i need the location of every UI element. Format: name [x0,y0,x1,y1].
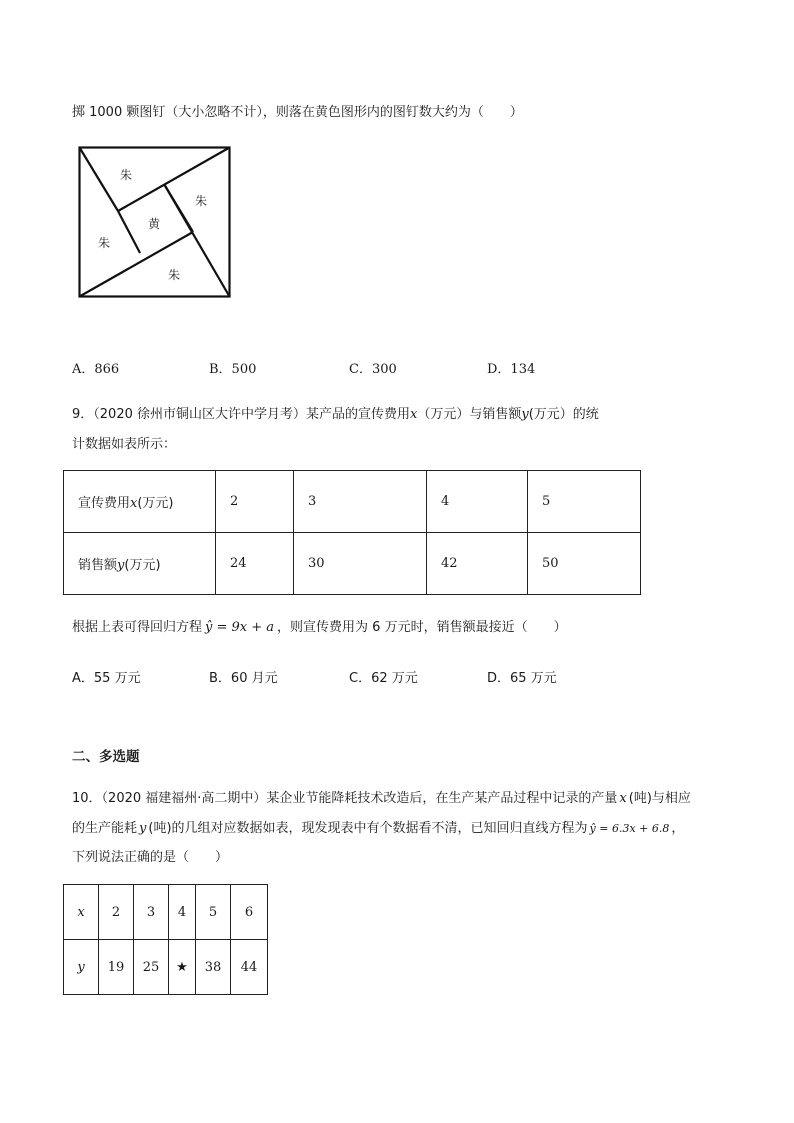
q9-stem-line1 [72,403,599,422]
q9-data-table [63,470,641,595]
table-cell: 25 [134,940,169,995]
table-cell: 24 [216,533,294,595]
q8-stem: 掷 1000 颗图钉（大小忽略不计），则落在黄色图形内的图钉数大约为（ ） [72,105,523,120]
table-row-header: y [64,940,99,995]
table-cell: 2 [216,471,294,533]
q9-option-a[interactable]: A．55 万元 [72,671,141,686]
q9-option-b[interactable]: B．60 月元 [209,671,278,686]
table-cell: 4 [169,885,196,940]
table-cell: 38 [196,940,231,995]
figure-line-4 [80,232,194,297]
figure-label-zhu-bottom: 朱 [168,268,181,282]
q10-stem-line1: 10．（2020 福建福州·高二期中）某企业节能降耗技术改造后，在生产某产品过程中记录的产量 x (吨)与相应 [72,791,691,806]
q8-option-b[interactable]: B．500 [209,362,257,377]
q9-var-x: x [410,407,418,422]
table-cell: 6 [231,885,268,940]
figure-label-zhu-right: 朱 [195,194,208,208]
table-cell: 4 [427,471,528,533]
q9-stem-line2: 计数据如表所示： [72,437,177,452]
table-cell: 30 [294,533,427,595]
table-row [64,885,268,940]
q10-stem-line2: 的生产能耗 y (吨)的几组对应数据如表，现发现表中有个数据看不清，已知回归直线方程为 ŷ = 6.3x + 6.8 ， [72,821,685,836]
q8-option-a[interactable]: A．866 [72,362,120,377]
table-cell: 19 [99,940,134,995]
q9-followup: 根据上表可得回归方程 ŷ = 9x + a ，则宣传费用为 6 万元时，销售额最接近（ ） [72,620,567,635]
q10-stem-line3: 下列说法正确的是（ ） [72,850,229,865]
table-cell: 3 [134,885,169,940]
table-cell: 5 [528,471,641,533]
table-row [64,471,641,533]
figure-line-5 [118,211,140,253]
table-cell: 5 [196,885,231,940]
table-row [64,940,268,995]
figure-line-1 [80,148,119,212]
q9-stem-part-a: 9．（2020 徐州市铜山区大许中学月考）某产品的宣传费用 [72,407,410,422]
figure-line-6 [164,184,193,232]
table-row-header: 销售额y(万元) [64,533,216,595]
table-cell: 50 [528,533,641,595]
table-row-header: x [64,885,99,940]
table-cell: 3 [294,471,427,533]
q9-option-c[interactable]: C．62 万元 [349,671,418,686]
q8-option-d[interactable]: D．134 [487,362,536,377]
table-cell: 42 [427,533,528,595]
q10-data-table [63,884,268,995]
figure-label-huang-center: 黄 [148,217,161,231]
figure-label-zhu-top: 朱 [120,168,133,182]
table-cell: 2 [99,885,134,940]
q10-regression-equation: ŷ = 6.3x + 6.8 [589,822,670,835]
q9-option-d[interactable]: D．65 万元 [487,671,557,686]
q9-stem-part-c: (万元）的统 [528,407,599,422]
q9-var-y: y [521,407,529,422]
table-row [64,533,641,595]
q9-stem-part-b: （万元）与销售额 [417,407,522,422]
table-cell: 44 [231,940,268,995]
section-heading-multiple-choice: 二、多选题 [72,749,140,765]
q9-regression-equation: ŷ = 9x + a [205,620,275,635]
table-row-header: 宣传费用x(万元) [64,471,216,533]
q8-option-c[interactable]: C．300 [349,362,397,377]
figure-label-zhu-left: 朱 [98,236,111,250]
table-cell-hidden-star: ★ [169,940,196,995]
